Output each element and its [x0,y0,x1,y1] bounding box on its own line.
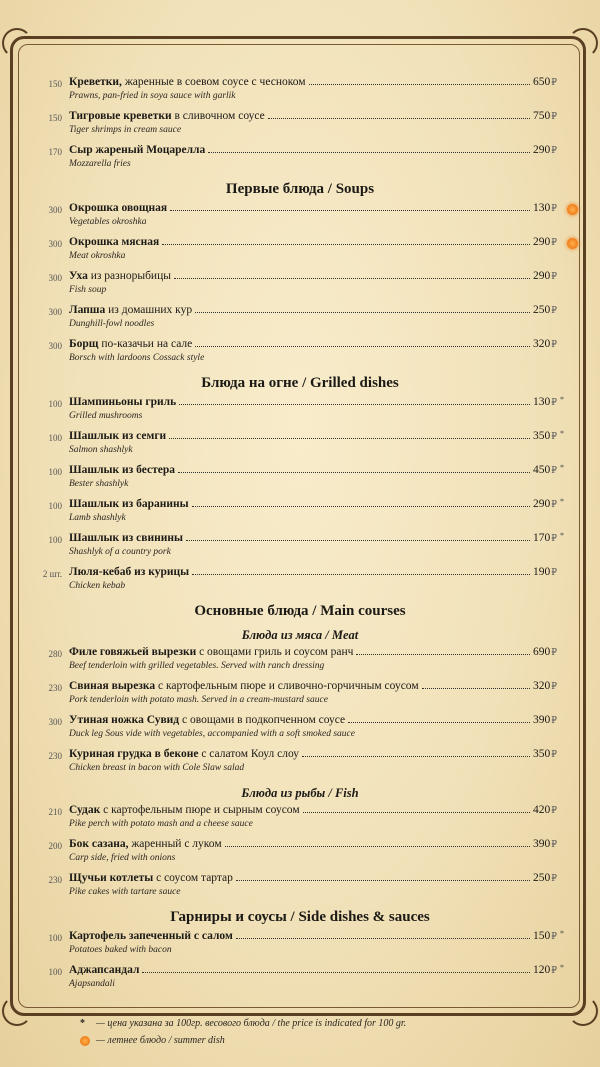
item-name-bold: Шашлык из баранины [69,498,189,510]
star-icon: * [560,429,564,438]
item-translation: Duck leg Sous vide with vegetables, accompanied with a soft smoked sauce [69,729,355,739]
leader-dots [348,722,530,723]
item-name [69,680,419,692]
price-value: 290 [533,236,551,248]
item-weight: 200 [48,841,62,851]
price-value: 190 [533,566,551,578]
item-name [69,464,175,476]
item-weight: 150 [48,113,62,123]
price-value: 170 [533,532,551,544]
menu-item [0,748,600,782]
item-name [69,804,300,816]
ruble-icon: ₽ [551,647,557,657]
item-price [533,429,564,442]
summer-dish-icon [567,238,578,249]
item-name [69,930,233,942]
item-translation: Bester shashlyk [69,479,129,489]
item-translation: Carp side, fried with onions [69,853,176,863]
item-weight: 230 [48,875,62,885]
item-line [69,304,557,319]
item-name-rest: с салатом Коул слоу [198,748,300,760]
section-subheading: Блюда из рыбы / Fish [241,786,359,800]
leader-dots [268,118,530,119]
leader-dots [236,938,530,939]
item-line [69,497,564,513]
menu-item [0,680,600,714]
ruble-icon: ₽ [551,965,557,975]
leader-dots [236,880,530,881]
footer-summer-note [80,1032,406,1049]
item-name-bold: Филе говяжьей вырезки [69,646,197,658]
item-name-rest: по-казачьи на сале [98,338,193,350]
leader-dots [162,244,530,245]
item-weight: 230 [48,683,62,693]
item-price [533,748,557,760]
price-value: 690 [533,646,551,658]
menu-content [0,76,600,998]
star-note-text: — цена указана за 100гр. весового блюда / the price is indicated for 100 gr. [96,1018,407,1029]
leader-dots [169,438,530,439]
item-weight: 150 [48,79,62,89]
item-name-bold: Уха [69,270,88,282]
item-name-rest: с овощами в подкопченном соусе [179,714,346,726]
leader-dots [179,404,530,405]
item-translation: Fish soup [69,285,107,295]
item-name [69,236,159,248]
item-weight: 300 [48,307,62,317]
item-translation: Chicken kebab [69,581,126,591]
corner-ornament-icon [2,996,32,1026]
ruble-icon: ₽ [551,749,557,759]
item-name-rest: с овощами гриль и соусом ранч [196,646,354,658]
menu-item [0,566,600,600]
item-line [69,566,557,581]
price-value: 320 [533,680,551,692]
item-translation: Lamb shashlyk [69,513,126,523]
item-line [69,463,564,479]
price-value: 150 [533,930,551,942]
ruble-icon: ₽ [551,339,557,349]
ruble-icon: ₽ [551,111,557,121]
item-name-bold: Судак [69,804,101,816]
ruble-icon: ₽ [551,145,557,155]
menu-item [0,338,600,372]
item-line [69,872,557,887]
leader-dots [225,846,530,847]
item-translation: Pike perch with potato mash and a cheese sauce [69,819,253,829]
item-weight: 300 [48,205,62,215]
menu-item [0,430,600,464]
item-translation: Potatoes baked with bacon [69,945,172,955]
item-price [533,202,557,214]
item-translation: Mozzarella fries [69,159,131,169]
item-price [533,646,557,658]
item-name-bold: Картофель запеченный с салом [69,930,233,942]
item-price [533,110,557,122]
menu-item [0,930,600,964]
item-name [69,498,189,510]
item-line [69,646,557,661]
menu-item [0,236,600,270]
item-weight: 100 [48,433,62,443]
item-name-rest: с соусом тартар [153,872,233,884]
price-value: 250 [533,304,551,316]
footer-star-note [80,1015,406,1032]
item-name [69,714,345,726]
menu-item [0,646,600,680]
ruble-icon: ₽ [551,237,557,247]
item-line [69,714,557,729]
item-weight: 210 [48,807,62,817]
item-price [533,963,564,976]
section-heading: Первые блюда / Soups [225,181,375,197]
item-price [533,804,557,816]
item-weight: 100 [48,467,62,477]
item-weight: 230 [48,751,62,761]
menu-item [0,464,600,498]
item-price [533,304,557,316]
ruble-icon: ₽ [551,431,557,441]
item-translation: Beef tenderloin with grilled vegetables. Served with ranch dressing [69,661,325,671]
item-price [533,714,557,726]
price-value: 350 [533,748,551,760]
price-value: 390 [533,714,551,726]
item-name-bold: Куриная грудка в беконе [69,748,199,760]
item-line [69,748,557,763]
item-price [533,236,557,248]
price-value: 130 [533,202,551,214]
item-weight: 100 [48,967,62,977]
item-name [69,270,171,282]
item-name-bold: Лапша [69,304,106,316]
item-line [69,531,564,547]
item-line [69,395,564,411]
item-translation: Dunghill-fowl noodles [69,319,155,329]
leader-dots [303,812,530,813]
item-name-rest: жаренные в соевом соусе с чесноком [121,76,306,88]
leader-dots [178,472,530,473]
item-price [533,566,557,578]
menu-item [0,532,600,566]
item-price [533,680,557,692]
item-price [533,872,557,884]
price-value: 290 [533,498,551,510]
corner-ornament-icon [568,28,598,58]
item-name [69,748,299,760]
item-name [69,110,265,122]
leader-dots [309,84,530,85]
item-price [533,531,564,544]
item-name-bold: Люля-кебаб из курицы [69,566,190,578]
ruble-icon: ₽ [551,681,557,691]
item-name [69,964,139,976]
menu-item [0,498,600,532]
ruble-icon: ₽ [551,533,557,543]
price-value: 320 [533,338,551,350]
leader-dots [302,756,530,757]
item-translation: Meat okroshka [69,251,126,261]
menu-item [0,396,600,430]
item-translation: Shashlyk of a country pork [69,547,171,557]
section-heading: Основные блюда / Main courses [194,603,406,619]
item-name-rest: в сливочном соусе [171,110,265,122]
item-name-bold: Бок сазана, [69,838,129,850]
item-name [69,396,176,408]
price-value: 350 [533,430,551,442]
ruble-icon: ₽ [551,465,557,475]
item-name-rest: с картофельным пюре и сливочно-горчичным соусом [155,680,419,692]
item-name [69,76,306,88]
menu-item [0,76,600,110]
item-price [533,838,557,850]
item-weight: 280 [48,649,62,659]
menu-item [0,964,600,998]
item-translation: Prawns, pan-fried in soya sauce with garlik [69,91,236,101]
corner-ornament-icon [568,996,598,1026]
item-name-rest: из домашних кур [105,304,193,316]
ruble-icon: ₽ [551,271,557,281]
menu-item [0,110,600,144]
item-line [69,838,557,853]
leader-dots [192,574,530,575]
menu-item [0,714,600,748]
item-line [69,270,557,285]
ruble-icon: ₽ [551,931,557,941]
item-translation: Ajapsandali [69,979,115,989]
menu-item [0,304,600,338]
item-name-bold: Шашлык из семги [69,430,167,442]
menu-footer [80,1015,406,1049]
leader-dots [170,210,530,211]
price-value: 390 [533,838,551,850]
item-name-bold: Аджапсандал [69,964,140,976]
menu-item [0,838,600,872]
leader-dots [186,540,530,541]
item-name-bold: Шампиньоны гриль [69,396,177,408]
item-name-rest: из разнорыбицы [87,270,171,282]
item-translation: Salmon shashlyk [69,445,133,455]
section-heading: Блюда на огне / Grilled dishes [201,375,399,391]
item-weight: 170 [48,147,62,157]
price-value: 250 [533,872,551,884]
item-name-bold: Окрошка овощная [69,202,168,214]
price-value: 650 [533,76,551,88]
item-weight: 300 [48,717,62,727]
ruble-icon: ₽ [551,499,557,509]
price-value: 130 [533,396,551,408]
item-name-bold: Щучьи котлеты [69,872,154,884]
star-icon: * [560,463,564,472]
leader-dots [142,972,530,973]
corner-ornament-icon [2,28,32,58]
ruble-icon: ₽ [551,305,557,315]
item-line [69,236,557,251]
item-line [69,202,557,217]
star-icon: * [560,497,564,506]
section-heading: Гарниры и соусы / Side dishes & sauces [170,909,430,925]
item-line [69,144,557,159]
leader-dots [356,654,530,655]
ruble-icon: ₽ [551,397,557,407]
leader-dots [192,506,530,507]
item-name [69,838,222,850]
item-name-bold: Шашлык из свинины [69,532,183,544]
item-name-rest: с картофельным пюре и сырным соусом [100,804,300,816]
item-translation: Vegetables okroshka [69,217,147,227]
ruble-icon: ₽ [551,77,557,87]
price-value: 450 [533,464,551,476]
ruble-icon: ₽ [551,805,557,815]
item-line [69,110,557,125]
item-translation: Pork tenderloin with potato mash. Served in a cream-mustard sauce [69,695,328,705]
item-name [69,338,192,350]
item-name [69,872,233,884]
menu-item [0,872,600,906]
item-weight: 300 [48,273,62,283]
summer-dish-icon [80,1036,90,1046]
menu-item [0,270,600,304]
item-price [533,497,564,510]
item-line [69,680,557,695]
item-name [69,144,205,156]
item-name [69,566,189,578]
item-name [69,532,183,544]
price-value: 420 [533,804,551,816]
ruble-icon: ₽ [551,873,557,883]
item-line [69,338,557,353]
item-name [69,202,167,214]
leader-dots [422,688,530,689]
item-name [69,430,166,442]
item-line [69,76,557,91]
item-name-bold: Свиная вырезка [69,680,156,692]
ruble-icon: ₽ [551,203,557,213]
item-name-bold: Шашлык из бестера [69,464,175,476]
item-name-bold: Креветки, [69,76,122,88]
item-price [533,144,557,156]
menu-item [0,144,600,178]
item-price [533,463,564,476]
item-name-bold: Тигровые креветки [69,110,172,122]
price-value: 750 [533,110,551,122]
item-name-bold: Утиная ножка Сувид [69,714,180,726]
leader-dots [195,346,530,347]
menu-item [0,202,600,236]
item-translation: Chicken breast in bacon with Cole Slaw salad [69,763,245,773]
item-name-bold: Окрошка мясная [69,236,160,248]
star-icon: * [560,929,564,938]
price-value: 290 [533,144,551,156]
item-weight: 100 [48,535,62,545]
item-price [533,270,557,282]
star-icon: * [560,395,564,404]
item-translation: Tiger shrimps in cream sauce [69,125,182,135]
item-weight: 100 [48,399,62,409]
ruble-icon: ₽ [551,839,557,849]
item-name-bold: Сыр жареный Моцарелла [69,144,206,156]
summer-note-text: — летнее блюдо / summer dish [96,1035,225,1046]
item-translation: Borsch with lardoons Cossack style [69,353,205,363]
summer-dish-icon [567,204,578,215]
ruble-icon: ₽ [551,715,557,725]
section-subheading: Блюда из мяса / Meat [241,628,359,642]
ruble-icon: ₽ [551,567,557,577]
item-line [69,929,564,945]
item-line [69,963,564,979]
item-name-rest: жаренный с луком [128,838,222,850]
item-name-bold: Борщ [69,338,99,350]
item-weight: 100 [48,501,62,511]
leader-dots [208,152,530,153]
star-icon: * [560,963,564,972]
star-icon: * [80,1018,85,1029]
item-price [533,76,557,88]
menu-item [0,804,600,838]
price-value: 120 [533,964,551,976]
leader-dots [195,312,530,313]
item-line [69,429,564,445]
item-price [533,338,557,350]
star-icon: * [560,531,564,540]
item-name [69,646,353,658]
price-value: 290 [533,270,551,282]
item-price [533,929,564,942]
item-translation: Grilled mushrooms [69,411,143,421]
item-weight: 100 [48,933,62,943]
item-weight: 300 [48,341,62,351]
item-weight: 2 шт. [42,569,62,579]
item-weight: 300 [48,239,62,249]
leader-dots [174,278,530,279]
item-price [533,395,564,408]
item-name [69,304,192,316]
item-line [69,804,557,819]
item-translation: Pike cakes with tartare sauce [69,887,181,897]
